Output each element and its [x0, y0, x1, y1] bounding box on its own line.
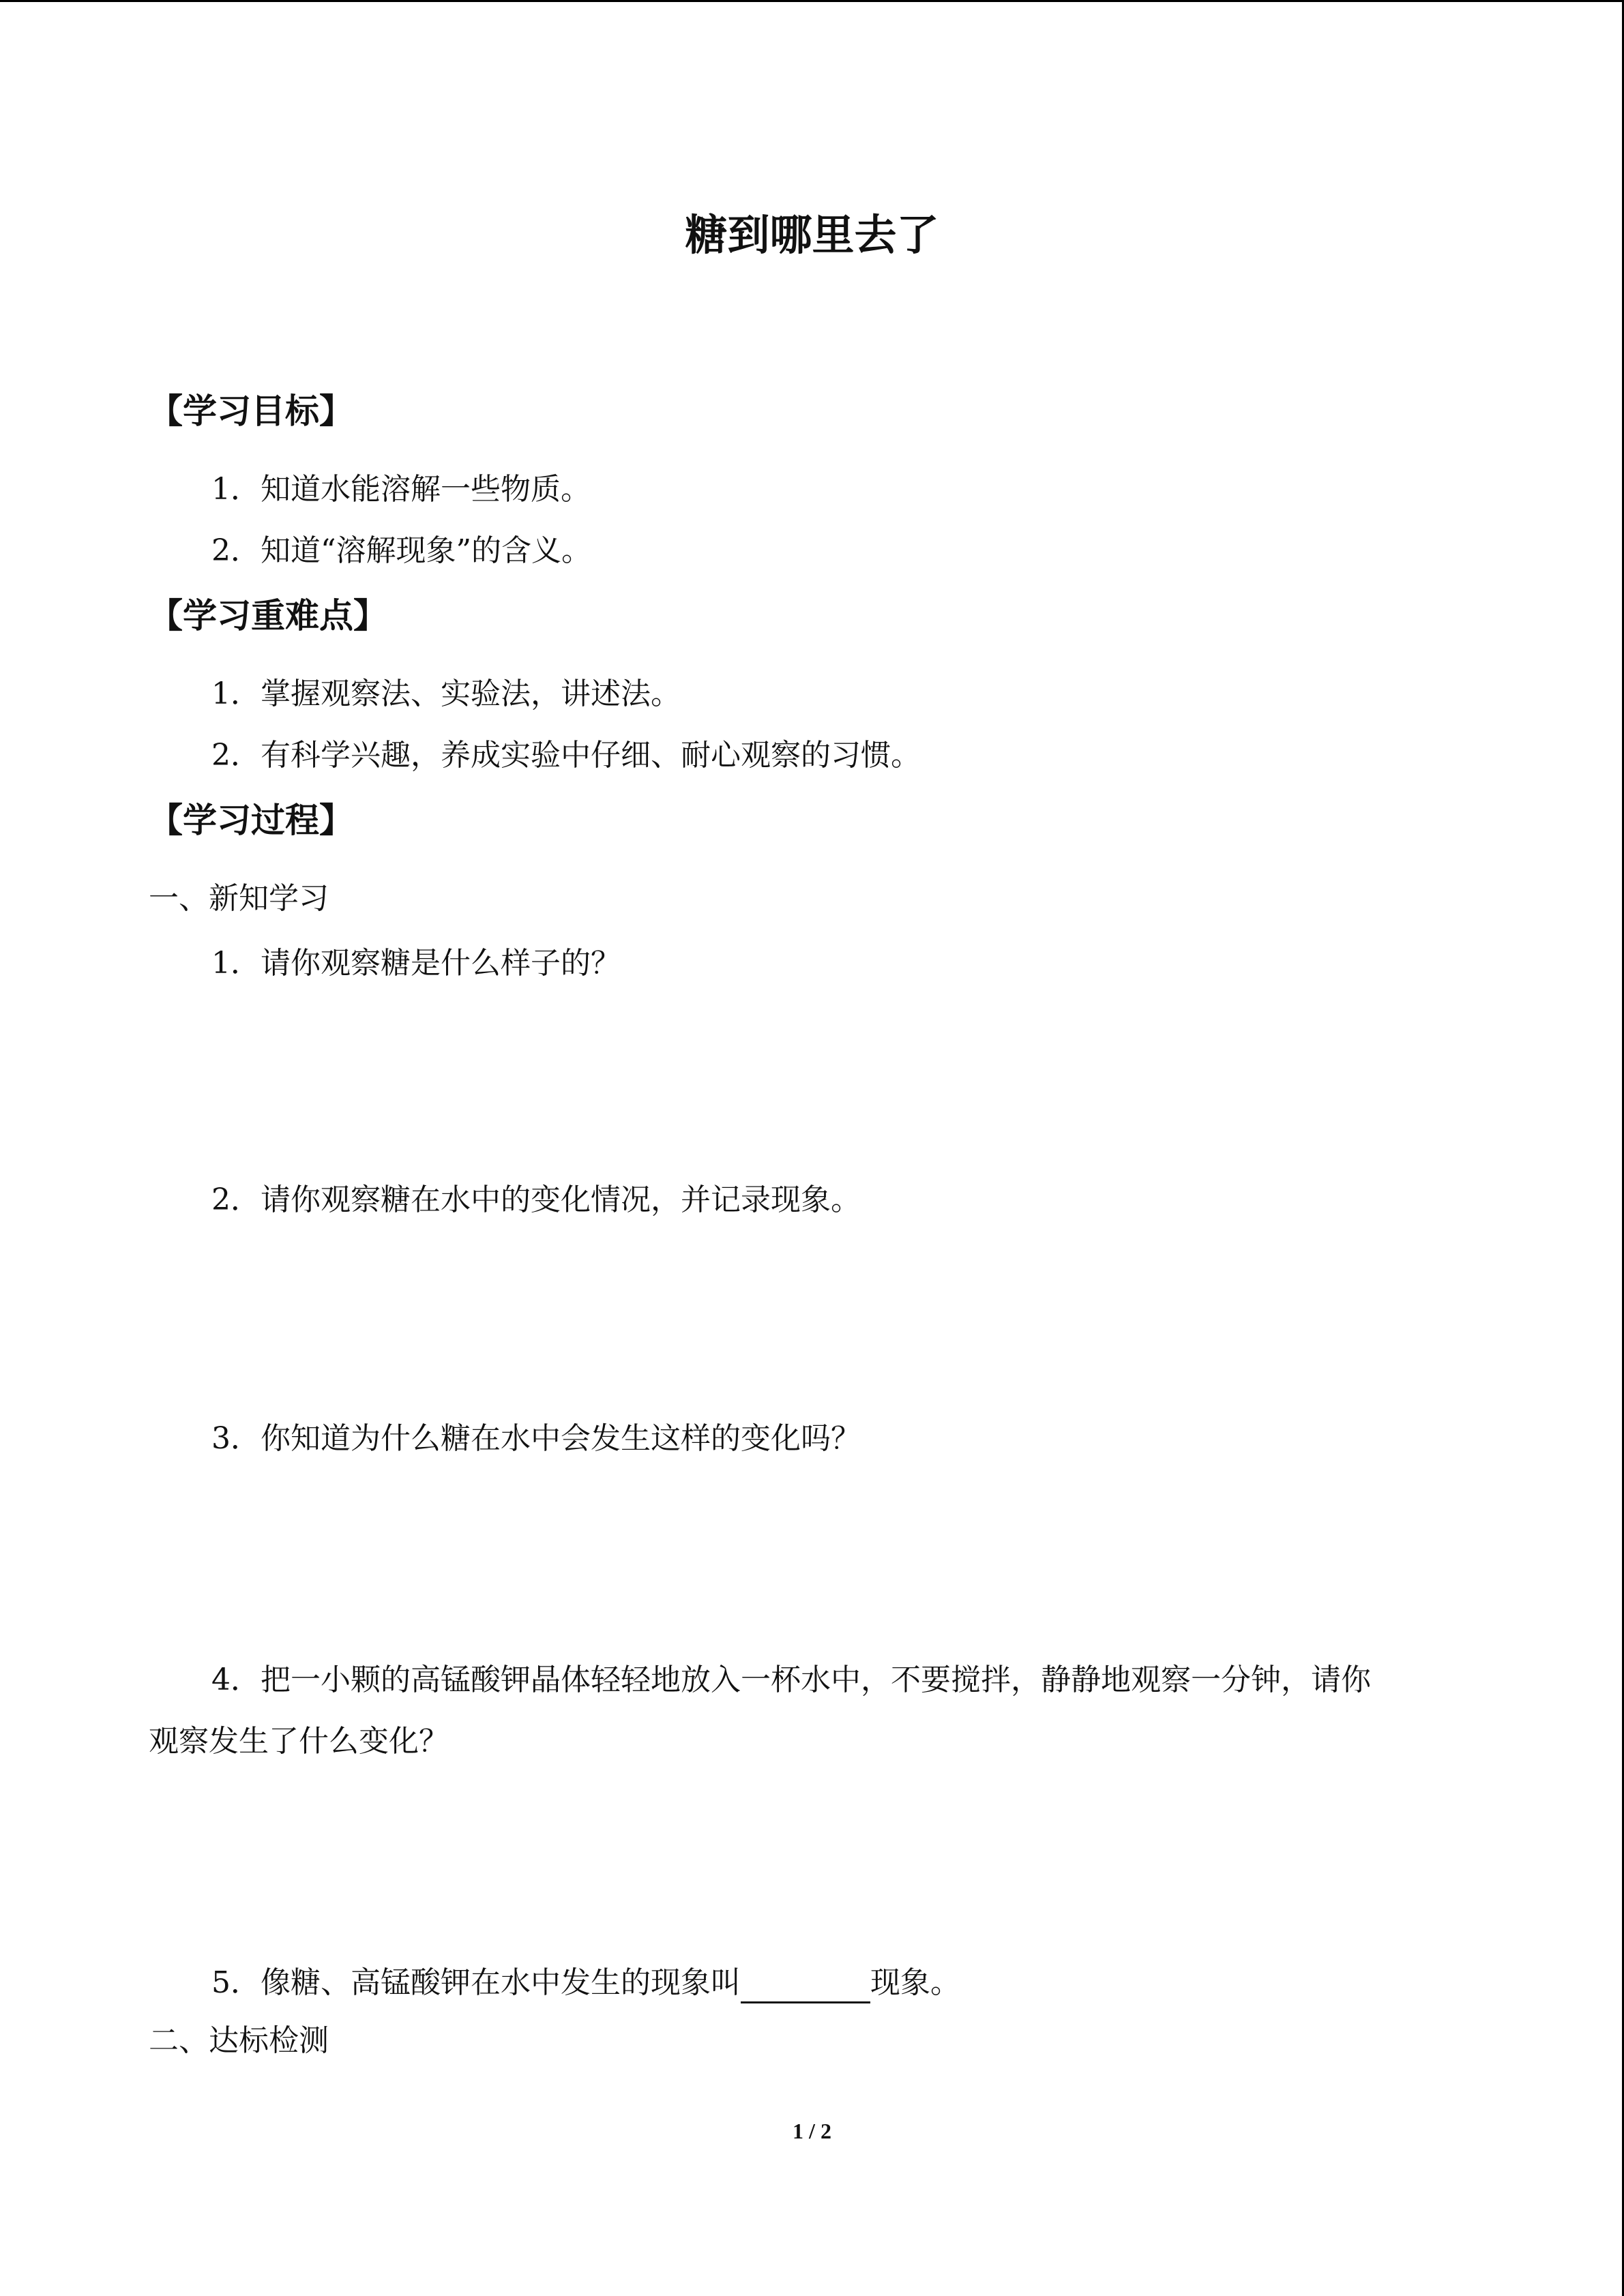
part-label-new-knowledge: 一、新知学习: [149, 881, 329, 916]
question-3: 3．你知道为什么糖在水中会发生这样的变化吗？: [211, 1421, 861, 1456]
question-5: [211, 1963, 960, 2003]
goal-item-1: 1．知道水能溶解一些物质。: [211, 472, 591, 507]
question-4-line-1: 4．把一小颗的高锰酸钾晶体轻轻地放入一杯水中，不要搅拌，静静地观察一分钟，请你: [211, 1663, 1371, 1697]
question-5-suffix: 现象。: [870, 1965, 960, 2000]
section-heading-goals: 【学习目标】: [149, 391, 353, 431]
section-heading-key-points: 【学习重难点】: [149, 596, 387, 636]
key-point-item-1: 1．掌握观察法、实验法，讲述法。: [211, 676, 681, 711]
question-2: 2．请你观察糖在水中的变化情况，并记录现象。: [211, 1182, 861, 1217]
question-1: 1．请你观察糖是什么样子的？: [211, 946, 621, 981]
fill-in-blank[interactable]: [741, 1970, 870, 2003]
page-number: 1 / 2: [793, 2119, 831, 2143]
question-5-text: 5．像糖、高锰酸钾在水中发生的现象叫: [211, 1965, 741, 2000]
part-label-assessment: 二、达标检测: [149, 2023, 329, 2058]
question-4-line-2: 观察发生了什么变化？: [149, 1724, 449, 1759]
page-border-top: [0, 0, 1624, 2]
page-title: 糖到哪里去了: [685, 210, 939, 260]
key-point-item-2: 2．有科学兴趣，养成实验中仔细、耐心观察的习惯。: [211, 738, 921, 773]
section-heading-process: 【学习过程】: [149, 801, 353, 840]
goal-item-2: 2．知道“溶解现象”的含义。: [211, 533, 591, 568]
